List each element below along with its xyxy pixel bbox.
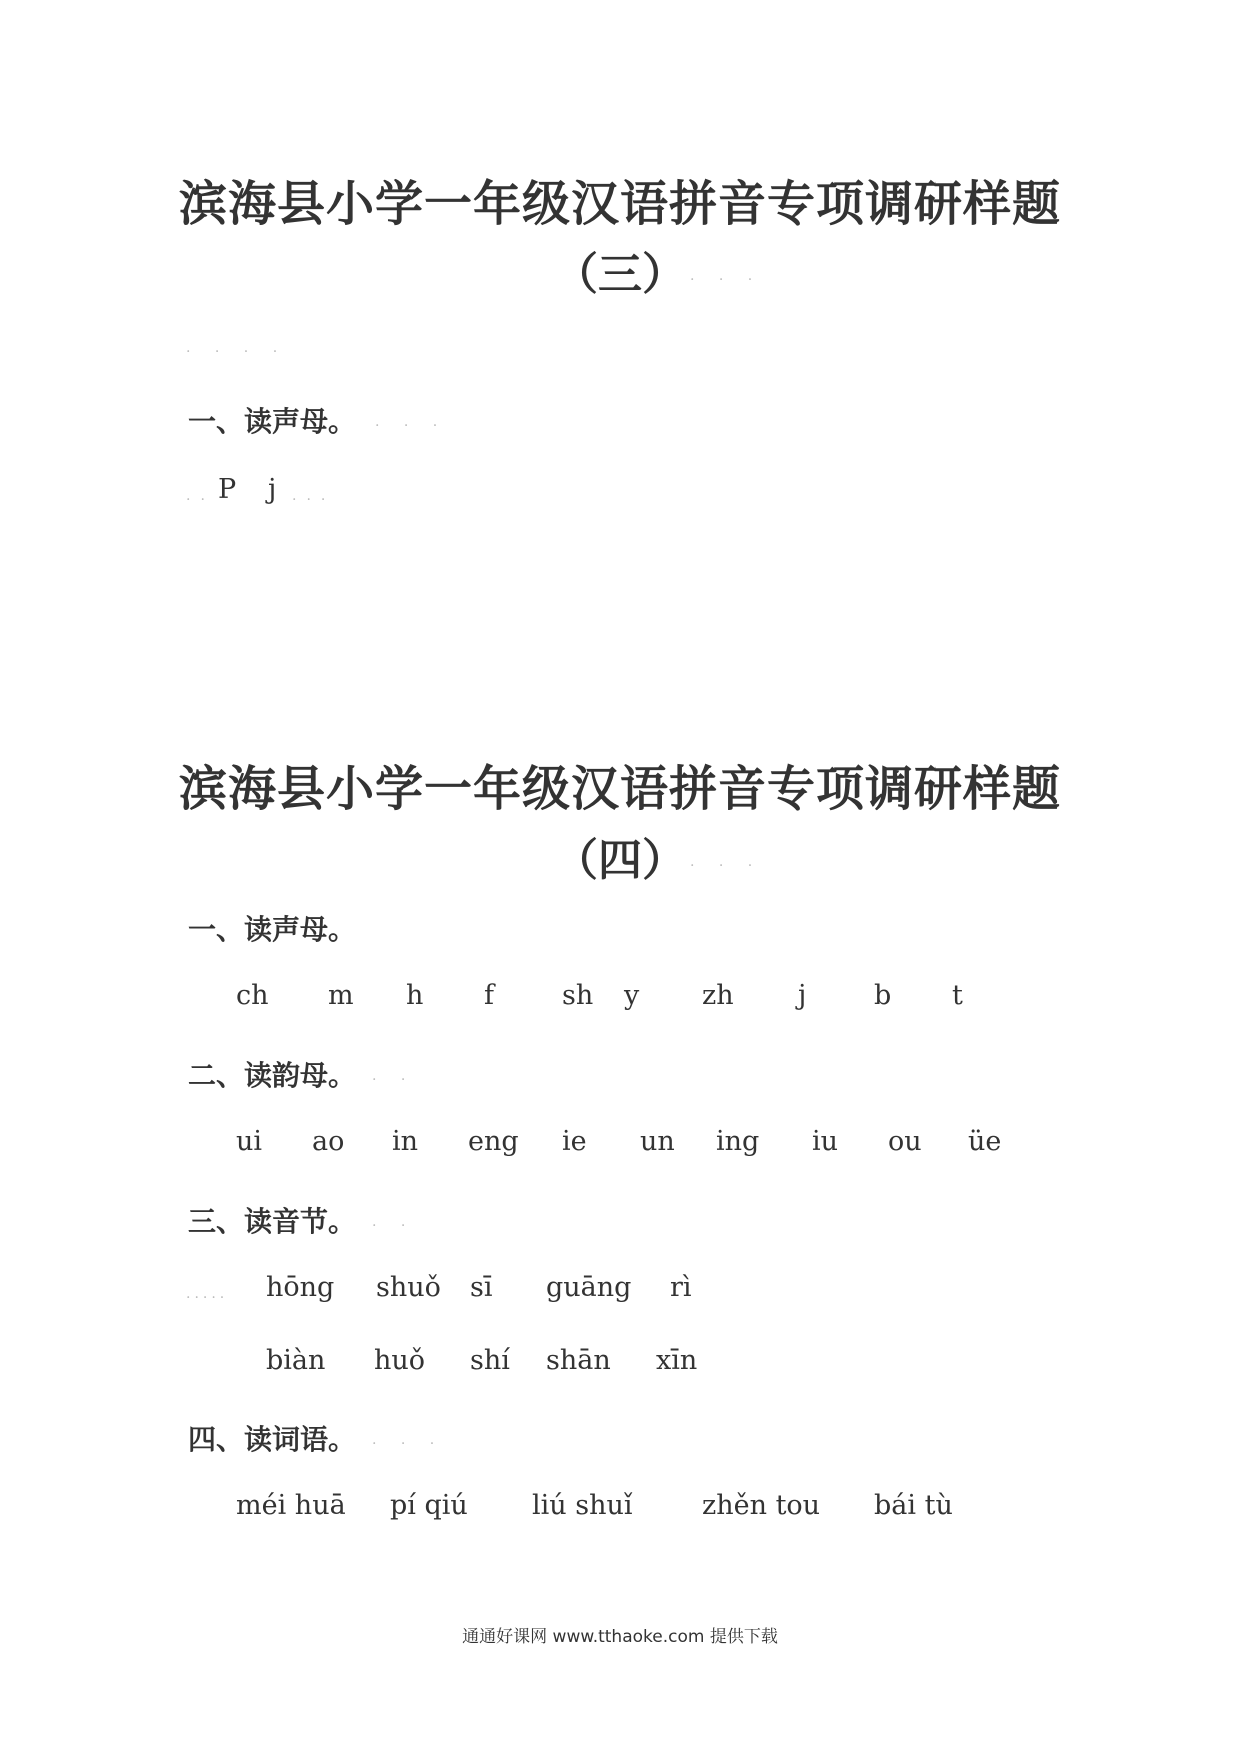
syllable-item: shān — [546, 1345, 611, 1376]
syllable-item: rì — [670, 1272, 692, 1303]
title-part-3: 滨海县小学一年级汉语拼音专项调研样题 — [178, 176, 1061, 232]
decorative-dots: . . . — [690, 854, 763, 870]
initials-row — [0, 980, 1240, 1020]
word-item: pí qiú — [390, 1490, 468, 1521]
subtitle-part-4: （四） — [554, 835, 686, 886]
decorative-dots: . . — [372, 1214, 416, 1230]
syllables-row-2 — [0, 1345, 1240, 1385]
decorative-dots: . . . — [375, 414, 448, 430]
initial-item: f — [484, 980, 494, 1011]
final-item: ou — [888, 1126, 922, 1157]
syllable-item: biàn — [266, 1345, 326, 1376]
initial-item: sh — [562, 980, 594, 1011]
section-heading-initials: 一、读声母。 — [188, 913, 357, 946]
initial-item: t — [952, 980, 963, 1011]
initial-item: m — [328, 980, 354, 1011]
final-item: un — [640, 1126, 675, 1157]
section-heading-finals: 二、读韵母。 — [188, 1059, 357, 1092]
title-part-4: 滨海县小学一年级汉语拼音专项调研样题 — [178, 761, 1061, 817]
syllables-row-1 — [0, 1272, 1240, 1312]
decorative-dots: ..... — [186, 1286, 229, 1302]
syllable-item: xīn — [656, 1345, 698, 1376]
syllable-item: shuǒ — [376, 1272, 441, 1303]
final-item: ao — [312, 1126, 345, 1157]
word-item: bái tù — [874, 1490, 953, 1521]
initial-item: P — [218, 474, 237, 505]
decorative-dots: . . . — [690, 268, 763, 284]
decorative-dots: .. — [186, 488, 215, 504]
footer-text: 通通好课网 www.tthaoke.com 提供下载 — [462, 1627, 778, 1647]
syllable-item: shí — [470, 1345, 510, 1376]
section-heading-words: 四、读词语。 — [188, 1423, 357, 1456]
word-item: liú shuǐ — [532, 1490, 633, 1521]
syllable-item: sī — [470, 1272, 493, 1303]
initial-item: ch — [236, 980, 269, 1011]
final-item: eng — [468, 1126, 519, 1157]
initial-item: j — [798, 980, 807, 1011]
final-item: ie — [562, 1126, 587, 1157]
initial-item: j — [268, 474, 277, 505]
final-item: iu — [812, 1126, 839, 1157]
final-item: ui — [236, 1126, 263, 1157]
words-row — [0, 1490, 1240, 1530]
syllable-item: hōng — [266, 1272, 335, 1303]
initial-item: y — [624, 980, 640, 1011]
initial-item: h — [406, 980, 424, 1011]
word-item: zhěn tou — [702, 1490, 821, 1521]
initial-item: zh — [702, 980, 734, 1011]
syllable-item: guāng — [546, 1272, 632, 1303]
word-item: méi huā — [236, 1490, 346, 1521]
initials-row-3 — [0, 474, 1240, 514]
section-heading-initials-3: 一、读声母。 — [188, 405, 357, 438]
decorative-dots: . . . — [372, 1432, 445, 1448]
decorative-dots: . . . . — [186, 340, 288, 356]
syllable-item: huǒ — [374, 1345, 426, 1376]
section-heading-syllables: 三、读音节。 — [188, 1205, 357, 1238]
final-item: in — [392, 1126, 419, 1157]
decorative-dots: ... — [292, 488, 336, 504]
decorative-dots: . . — [372, 1068, 416, 1084]
initial-item: b — [874, 980, 892, 1011]
subtitle-part-3: （三） — [554, 249, 686, 300]
final-item: üe — [968, 1126, 1002, 1157]
finals-row — [0, 1126, 1240, 1166]
final-item: ing — [716, 1126, 760, 1157]
